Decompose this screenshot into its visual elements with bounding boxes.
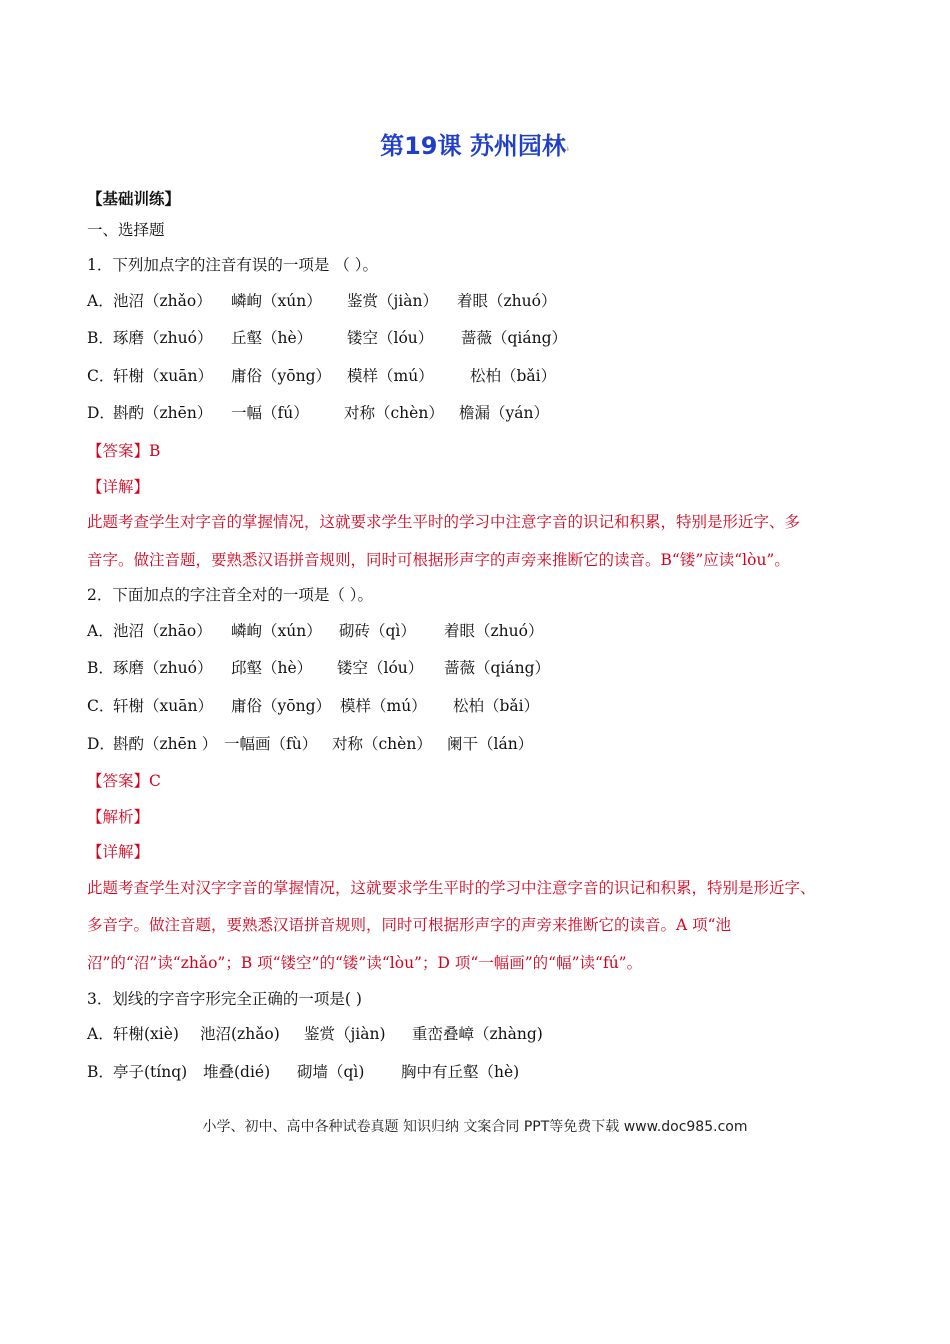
- option-word: 砌墙（qì): [297, 1063, 365, 1081]
- q2-detail-label: 【详解】: [87, 843, 150, 861]
- option-word: 琢磨（zhuó）: [113, 659, 213, 677]
- q1-detail-label: 【详解】: [87, 478, 150, 496]
- q2-stem: 2．下面加点的字注音全对的一项是（ ）。: [87, 586, 374, 604]
- option-word: 模样（mú）: [340, 697, 427, 715]
- option-word: 模样（mú）: [347, 367, 434, 385]
- part-heading: [87, 219, 165, 241]
- option-word: 阑干（lán）: [447, 735, 534, 753]
- option-word: 一幅画（fù）: [224, 735, 318, 753]
- option-word: 庸俗（yōng）: [231, 697, 331, 715]
- option-label: D．: [87, 404, 115, 422]
- option-label: B．: [87, 329, 114, 347]
- q2-detail-line-2: 多音字。做注音题，要熟悉汉语拼音规则，同时可根据形声字的声旁来推断它的读音。A 项“池: [87, 916, 732, 934]
- option-word: 松柏（bǎi）: [453, 697, 540, 715]
- option-word: 亭子(tínq): [113, 1063, 188, 1081]
- option-word: 丘壑（hè）: [231, 329, 313, 347]
- option-word: 堆叠(dié): [203, 1063, 271, 1081]
- option-word: 庸俗（yōng）: [231, 367, 331, 385]
- section-heading-text: 【基础训练】: [87, 189, 181, 208]
- option-label: B．: [87, 1063, 114, 1081]
- option-label: A．: [87, 622, 114, 640]
- option-word: 嶙峋（xún）: [231, 292, 322, 310]
- option-word: 重峦叠嶂（zhàng): [412, 1025, 543, 1043]
- q1-detail-line-2: 音字。做注音题，要熟悉汉语拼音规则，同时可根据形声字的声旁来推断它的读音。B“镂”应读“lòu”。: [87, 551, 790, 569]
- lesson-title-text: 第19课 苏州园林: [380, 132, 566, 160]
- q3-stem: 3．划线的字音字形完全正确的一项是( ): [87, 990, 362, 1008]
- option-word: 轩榭(xiè): [113, 1025, 179, 1043]
- paragraph-mark: ꜜ: [565, 146, 570, 157]
- section-heading: [87, 188, 180, 210]
- option-word: 镂空（lóu）: [347, 329, 434, 347]
- option-word: 池沼（zhāo）: [113, 622, 212, 640]
- option-label: C．: [87, 697, 115, 715]
- q2-detail-line-1: 此题考查学生对汉字字音的掌握情况，这就要求学生平时的学习中注意字音的识记和积累，特别是形近字、: [87, 879, 816, 897]
- option-label: C．: [87, 367, 115, 385]
- option-word: 着眼（zhuó）: [444, 622, 544, 640]
- option-word: 嶙峋（xún）: [231, 622, 322, 640]
- page-footer: [0, 1116, 950, 1136]
- option-word: 池沼(zhǎo): [200, 1025, 280, 1043]
- q1-stem: 1．下列加点字的注音有误的一项是 （ ）。: [87, 256, 378, 274]
- option-word: 着眼（zhuó）: [457, 292, 557, 310]
- q2-analysis-label: 【解析】: [87, 808, 150, 826]
- part-heading-text: 一、选择题: [87, 221, 165, 239]
- footer-text: 小学、初中、高中各种试卷真题 知识归纳 文案合同 PPT等免费下载 www.doc985.com: [202, 1119, 748, 1135]
- option-word: 轩榭（xuān）: [113, 367, 213, 385]
- option-word: 对称（chèn）: [332, 735, 432, 753]
- lesson-title: [0, 126, 950, 161]
- q2-answer: 【答案】C: [87, 772, 161, 790]
- option-word: 对称（chèn）: [344, 404, 444, 422]
- option-label: D．: [87, 735, 115, 753]
- q2-detail-line-3: 沼”的“沼”读“zhǎo”；B 项“镂空”的“镂”读“lòu”；D 项“一幅画”的“幅”读“fú”。: [87, 954, 643, 972]
- option-word: 镂空（lóu）: [337, 659, 424, 677]
- option-word: 檐漏（yán）: [459, 404, 549, 422]
- option-word: 琢磨（zhuó）: [113, 329, 213, 347]
- option-word: 松柏（bǎi）: [470, 367, 557, 385]
- option-word: 胸中有丘壑（hè): [401, 1063, 520, 1081]
- option-word: 斟酌（zhēn）: [113, 404, 213, 422]
- option-word: 邱壑（hè）: [231, 659, 313, 677]
- option-word: 鉴赏（jiàn): [304, 1025, 386, 1043]
- option-word: 蔷薇（qiáng）: [461, 329, 568, 347]
- option-word: 鉴赏（jiàn）: [347, 292, 438, 310]
- option-word: 砌砖（qì）: [339, 622, 416, 640]
- q1-detail-line-1: 此题考查学生对字音的掌握情况，这就要求学生平时的学习中注意字音的识记和积累，特别是形近字、多: [87, 513, 801, 531]
- q1-answer: 【答案】B: [87, 442, 161, 460]
- option-word: 一幅（fú）: [231, 404, 309, 422]
- option-label: A．: [87, 292, 114, 310]
- option-word: 斟酌（zhēn ）: [113, 735, 218, 753]
- option-word: 蔷薇（qiáng）: [444, 659, 551, 677]
- option-word: 轩榭（xuān）: [113, 697, 213, 715]
- option-label: B．: [87, 659, 114, 677]
- option-word: 池沼（zhǎo）: [113, 292, 212, 310]
- option-label: A．: [87, 1025, 114, 1043]
